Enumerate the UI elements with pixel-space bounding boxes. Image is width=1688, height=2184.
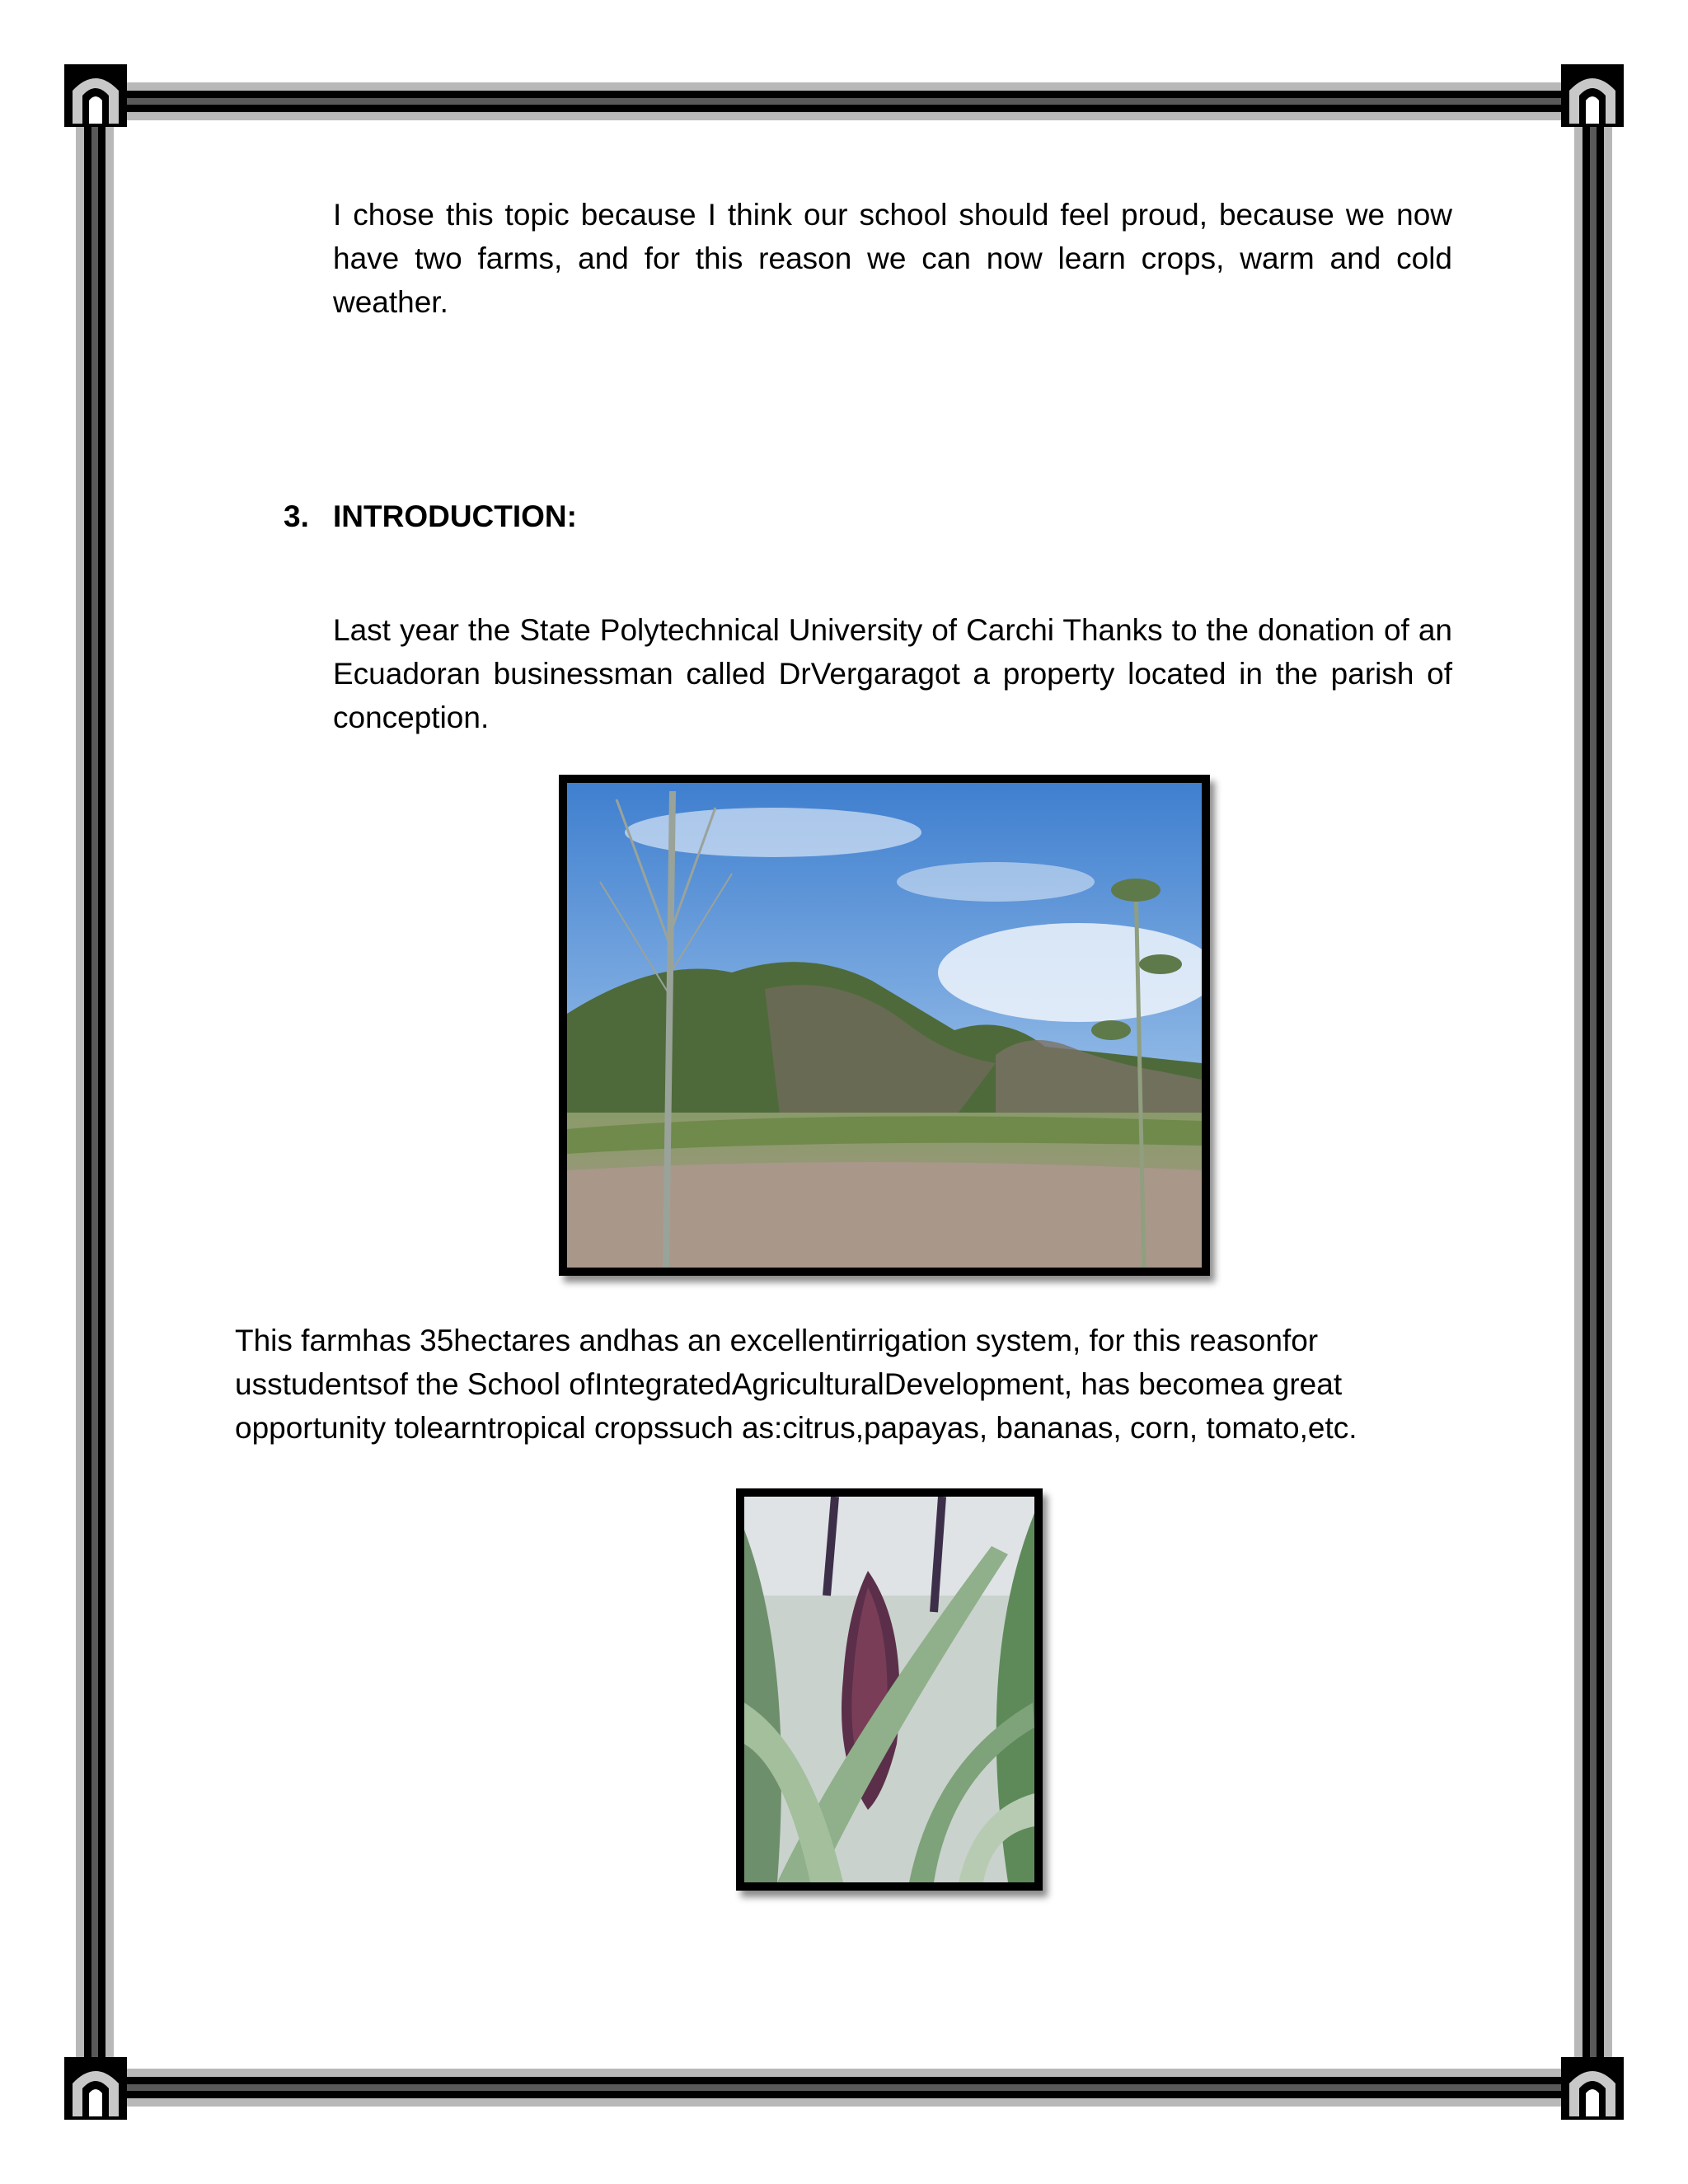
- corner-ornament-bottom-left: [64, 2057, 127, 2120]
- corner-ornament-top-left: [64, 64, 127, 127]
- farm-paragraph: This farmhas 35hectares andhas an excellentirrigation system, for this reasonfor usstudentsof the School ofIntegratedAgriculturalDevelopment, has becomea great opportunity tolearntropical cropssuch as:citrus,papayas, bananas, corn, tomato,etc.: [235, 1324, 1357, 1445]
- reason-paragraph: I chose this topic because I think our school should feel proud, because we now have two farms, and for this reason we can now learn crops, warm and cold weather.: [333, 198, 1452, 319]
- corner-ornament-bottom-right: [1561, 2057, 1624, 2120]
- section-heading: [284, 494, 577, 538]
- section-title: INTRODUCTION:: [333, 499, 577, 533]
- corner-ornament-top-right: [1561, 64, 1624, 127]
- farm-landscape-photo: [559, 775, 1210, 1276]
- section-number: 3.: [284, 499, 309, 533]
- corn-plant-photo: [736, 1488, 1043, 1891]
- introduction-paragraph: Last year the State Polytechnical University of Carchi Thanks to the donation of an Ecuadoran businessman called DrVergaragot a property located in the parish of conception.: [333, 613, 1452, 734]
